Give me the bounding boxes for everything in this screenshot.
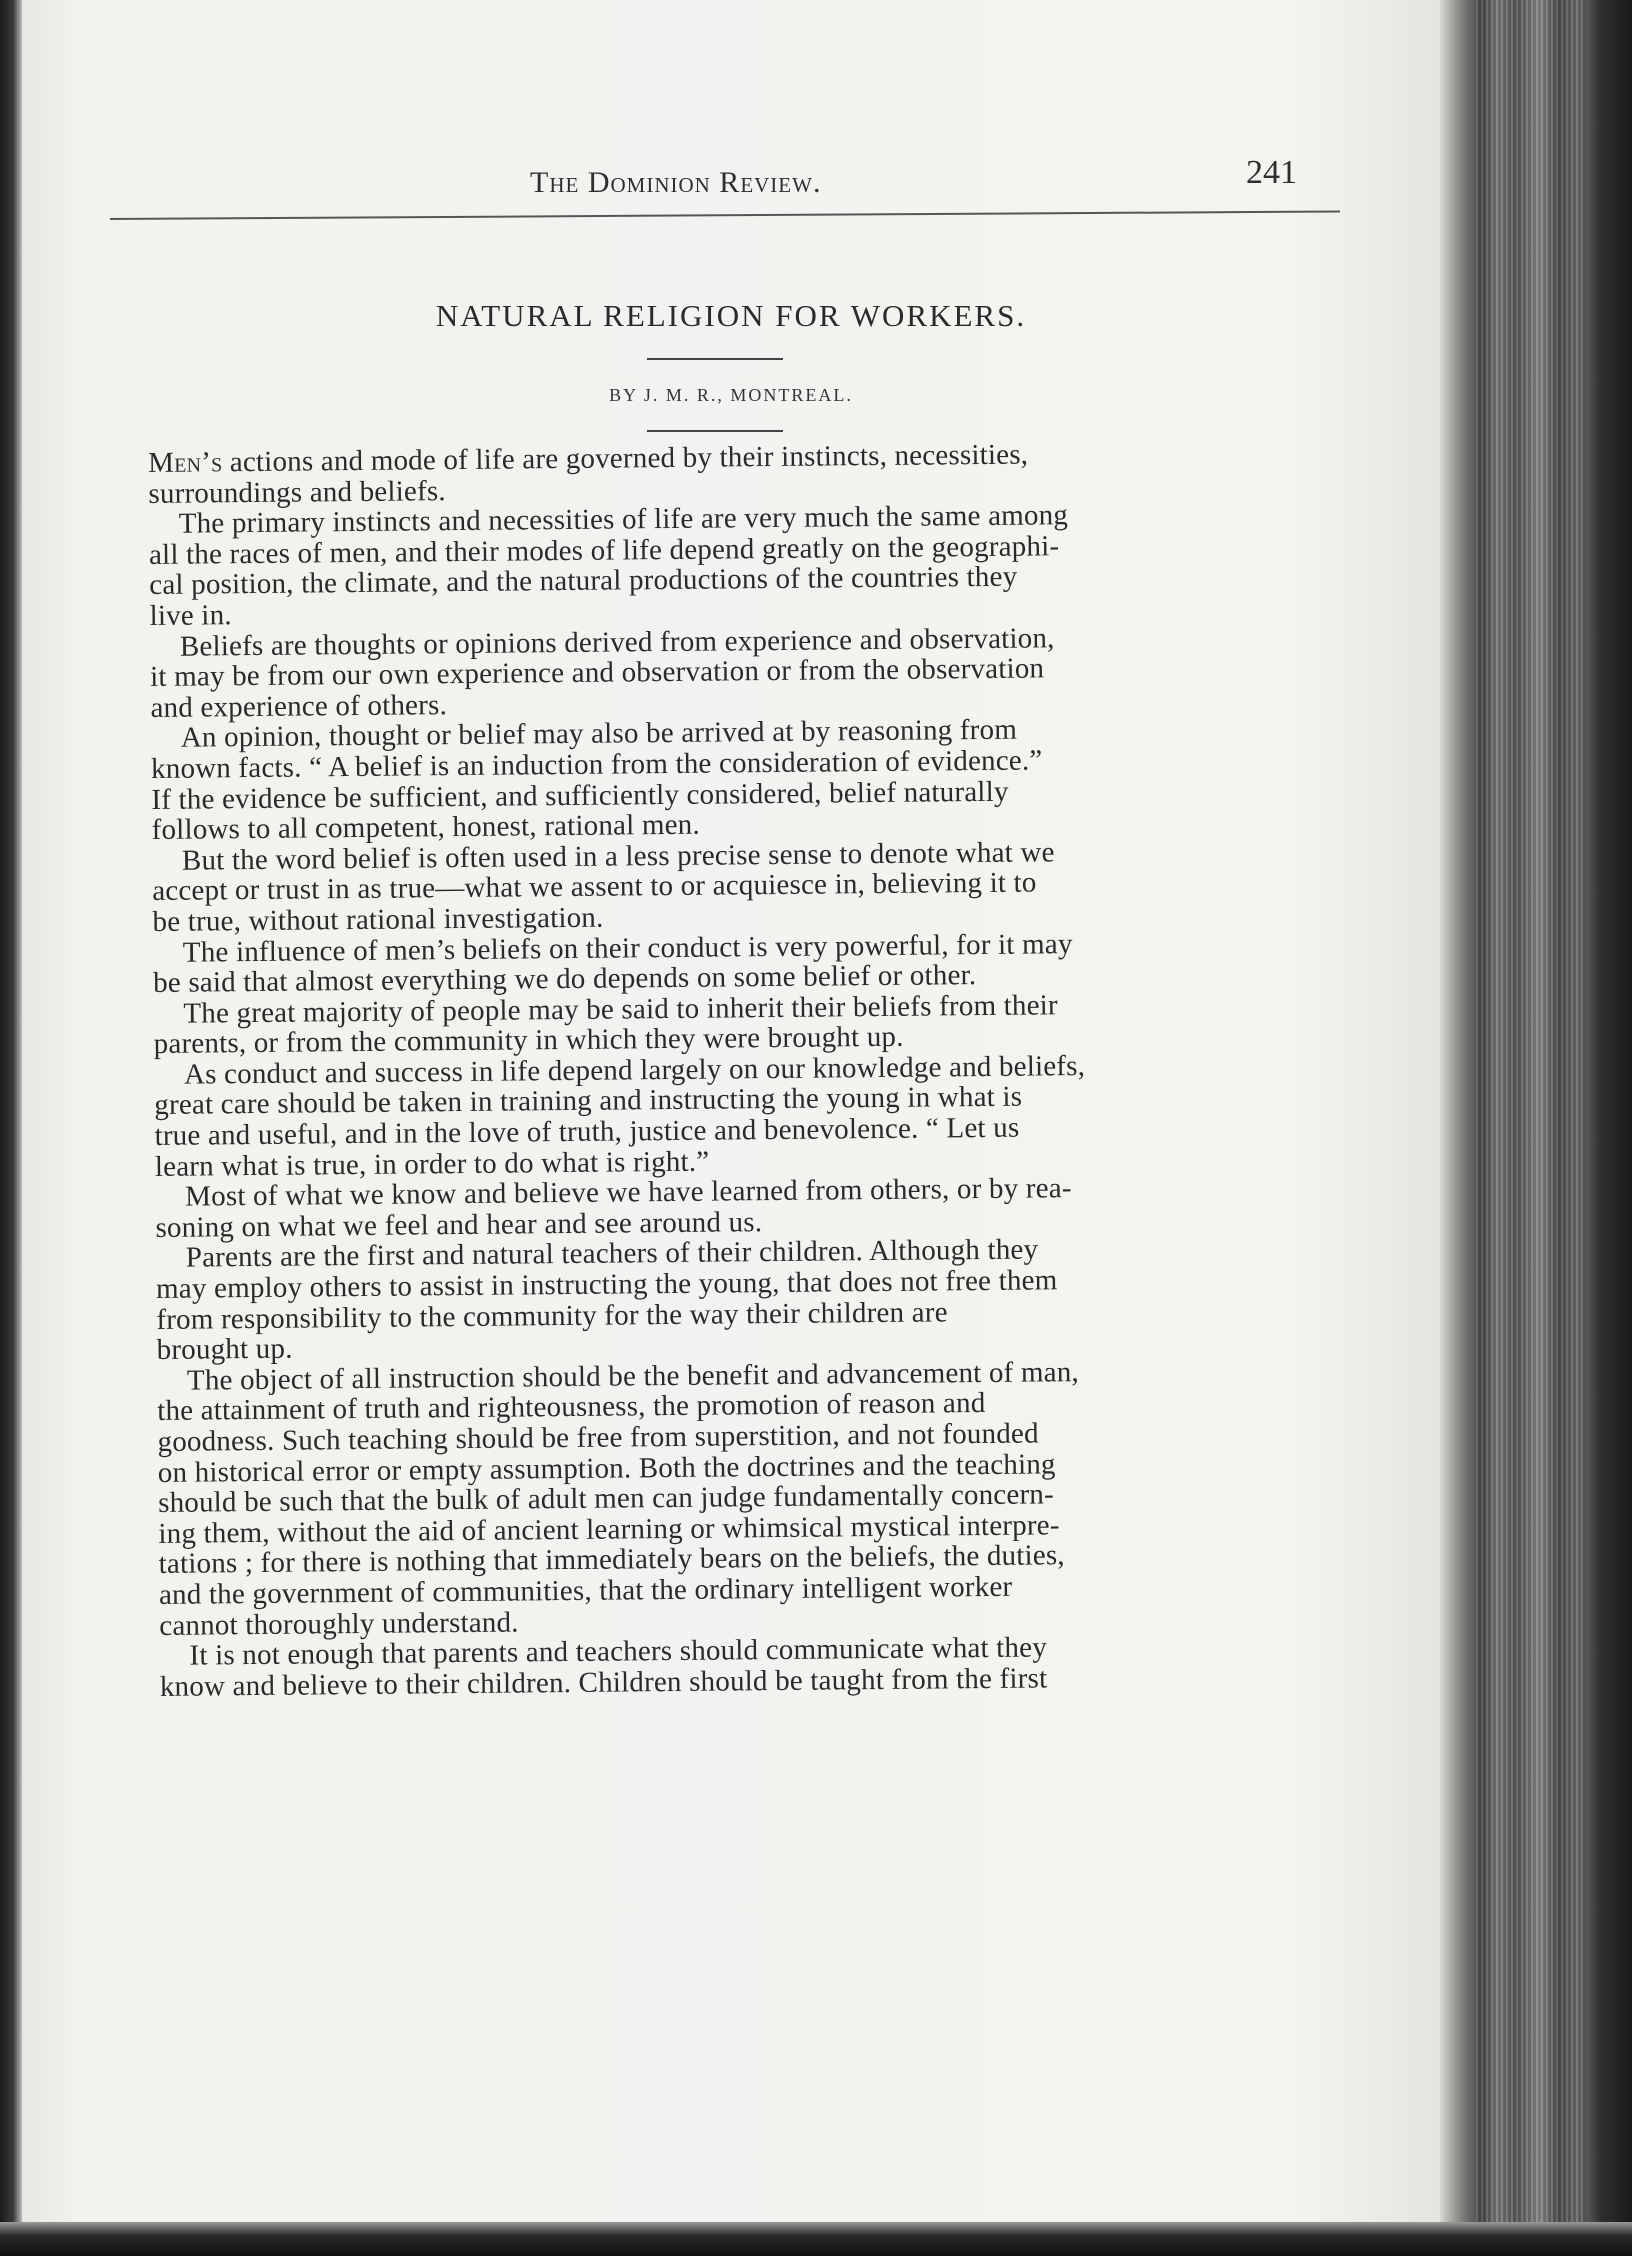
- text-line: brought up.: [156, 1332, 293, 1367]
- text-line: If the evidence be sufficient, and sufficiently considered, belief naturally: [151, 775, 1009, 816]
- book-page: [22, 0, 1440, 2222]
- text-line: The influence of men’s beliefs on their conduct is very powerful, for it may: [182, 927, 1073, 969]
- text-line: follows to all competent, honest, rational men.: [151, 808, 700, 847]
- article-title: NATURAL RELIGION FOR WORKERS.: [435, 298, 1027, 333]
- text-line: The object of all instruction should be the benefit and advancement of man,: [186, 1355, 1080, 1397]
- journal-title: The Dominion Review.: [530, 166, 822, 199]
- text-line: Most of what we know and believe we have learned from others, or by rea-: [185, 1172, 1072, 1213]
- text-line: the attainment of truth and righteousness, the promotion of reason and: [157, 1387, 986, 1428]
- text-line: Parents are the first and natural teachers of their children. Although they: [185, 1233, 1039, 1275]
- text-line: and experience of others.: [150, 688, 448, 724]
- header-rule: [110, 210, 1340, 220]
- page-stack-edges: [1476, 0, 1586, 2256]
- text-line: all the races of men, and their modes of life depend greatly on the geographi-: [148, 530, 1060, 571]
- text-line: ing them, without the aid of ancient learning or whimsical mystical interpre-: [158, 1509, 1060, 1550]
- text-line: it may be from our own experience and observation or from the observation: [150, 652, 1045, 694]
- text-line: accept or trust in as true—what we assent to or acquiesce in, believing it to: [152, 866, 1037, 908]
- text-line: be true, without rational investigation.: [152, 901, 604, 938]
- text-line: Beliefs are thoughts or opinions derived from experience and observation,: [179, 621, 1055, 663]
- text-line: As conduct and success in life depend largely on our knowledge and beliefs,: [183, 1049, 1086, 1091]
- text-line: It is not enough that parents and teachers should communicate what they: [189, 1631, 1048, 1672]
- text-line: from responsibility to the community for the way their children are: [156, 1295, 948, 1336]
- text-line: tations ; for there is nothing that immediately bears on the beliefs, the duties,: [158, 1539, 1065, 1581]
- text-line: true and useful, and in the love of truth, justice and benevolence. “ Let us: [154, 1111, 1020, 1153]
- text-line: and the government of communities, that the ordinary intelligent worker: [158, 1570, 1013, 1611]
- text-line: surroundings and beliefs.: [148, 474, 446, 510]
- running-head: [22, 154, 1440, 210]
- drop-word: Men’s: [147, 446, 223, 479]
- text-line: on historical error or empty assumption. Both the doctrines and the teaching: [157, 1447, 1056, 1489]
- text-line-rest: actions and mode of life are governed by their instincts, necessities,: [222, 438, 1029, 479]
- text-line: learn what is true, in order to do what is right.”: [154, 1145, 710, 1183]
- text-line: parents, or from the community in which they were brought up.: [153, 1021, 904, 1061]
- text-line: live in.: [149, 599, 232, 632]
- article-body: [148, 436, 1380, 1702]
- text-line: know and believe to their children. Children should be taught from the first: [159, 1662, 1048, 1703]
- text-line: be said that almost everything we do depends on some belief or other.: [152, 959, 977, 1000]
- text-line: known facts. “ A belief is an induction from the consideration of evidence.”: [150, 744, 1043, 785]
- text-line: may employ others to assist in instructing the young, that does not free them: [155, 1264, 1058, 1305]
- text-line: cal position, the climate, and the natural productions of the countries they: [149, 561, 1018, 602]
- text-line: An opinion, thought or belief may also be arrived at by reasoning from: [180, 714, 1018, 755]
- text-line: The primary instincts and necessities of life are very much the same among: [178, 499, 1069, 540]
- text-line: goodness. Such teaching should be free from superstition, and not founded: [157, 1417, 1039, 1458]
- scan-bottom-edge: [0, 2222, 1632, 2256]
- page-number: 241: [1246, 154, 1297, 191]
- text-line: But the word belief is often used in a less precise sense to denote what we: [181, 836, 1055, 877]
- text-line: The great majority of people may be said to inherit their beliefs from their: [183, 988, 1058, 1030]
- article-byline: BY J. M. R., MONTREAL.: [609, 385, 853, 405]
- text-line: cannot thoroughly understand.: [159, 1606, 519, 1642]
- text-line: great care should be taken in training and instructing the young in what is: [154, 1081, 1023, 1122]
- text-line: should be such that the bulk of adult men can judge fundamentally concern-: [157, 1478, 1055, 1520]
- text-line: soning on what we feel and hear and see around us.: [155, 1205, 763, 1244]
- title-rule-top: [647, 358, 783, 360]
- title-rule-bottom: [647, 430, 783, 432]
- scan-left-edge: [0, 0, 22, 2256]
